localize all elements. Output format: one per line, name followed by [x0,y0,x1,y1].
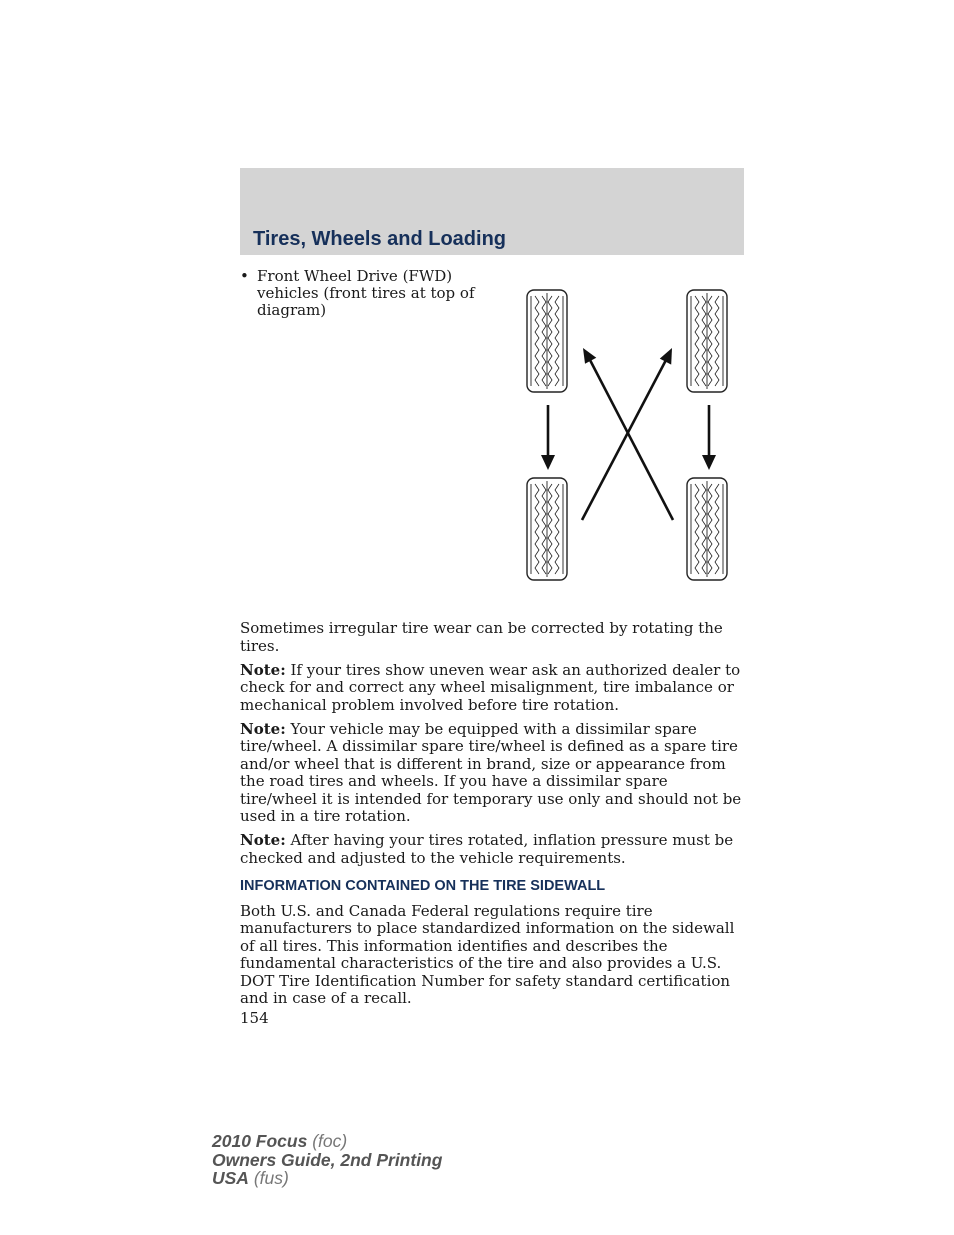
note-uneven-wear [240,662,746,715]
note-label: Note: [240,719,286,738]
bullet-item-fwd [240,268,480,319]
footer-model: 2010 Focus [212,1131,308,1151]
section-title: Tires, Wheels and Loading [253,228,507,250]
note-text: Your vehicle may be equipped with a dissimilar spare tire/wheel. A dissimilar spare tire/wheel is defined as a spare tire and/or wheel that is different in brand, size or appearance from the road tires and wheels. If you have a dissimilar spare tire/wheel it is intended for temporary use only and should not be used in a tire rotation. [240,719,742,825]
bullet-dot: • [240,267,249,285]
footer-line-model [212,1132,442,1151]
note-text: After having your tires rotated, inflation pressure must be checked and adjusted to the vehicle requirements. [240,831,734,867]
page-number: 154 [240,1008,269,1027]
subheading-sidewall: INFORMATION CONTAINED ON THE TIRE SIDEWALL [240,878,606,894]
tire-rotation-diagram-icon [510,280,740,590]
note-text: If your tires show uneven wear ask an authorized dealer to check for and correct any wheel misalignment, tire imbalance or mechanical problem involved before tire rotation. [240,660,741,714]
note-label: Note: [240,660,286,679]
footer-guide: Owners Guide, 2nd Printing [212,1149,443,1170]
footer-market: USA [212,1168,249,1188]
bullet-text: Front Wheel Drive (FWD) vehicles (front tires at top of diagram) [257,267,475,319]
footer-market-code: (fus) [248,1168,289,1188]
paragraph-sidewall: Both U.S. and Canada Federal regulations require tire manufacturers to place standardized information on the sidewall of all tires. This information identifies and describes the fundamental characteristics of the tire and also provides a U.S. DOT Tire Identification Number for safety standard certification and in case of a recall. [240,901,735,1007]
body-text [240,620,746,1027]
note-label: Note: [240,831,286,849]
note-dissimilar-spare [240,721,746,826]
note-inflation [240,832,746,867]
footer-print-info [212,1132,442,1188]
footer-model-code: (foc) [307,1131,348,1151]
footer-line-market [212,1169,442,1188]
paragraph-rotation: Sometimes irregular tire wear can be corrected by rotating the tires. [240,619,723,655]
